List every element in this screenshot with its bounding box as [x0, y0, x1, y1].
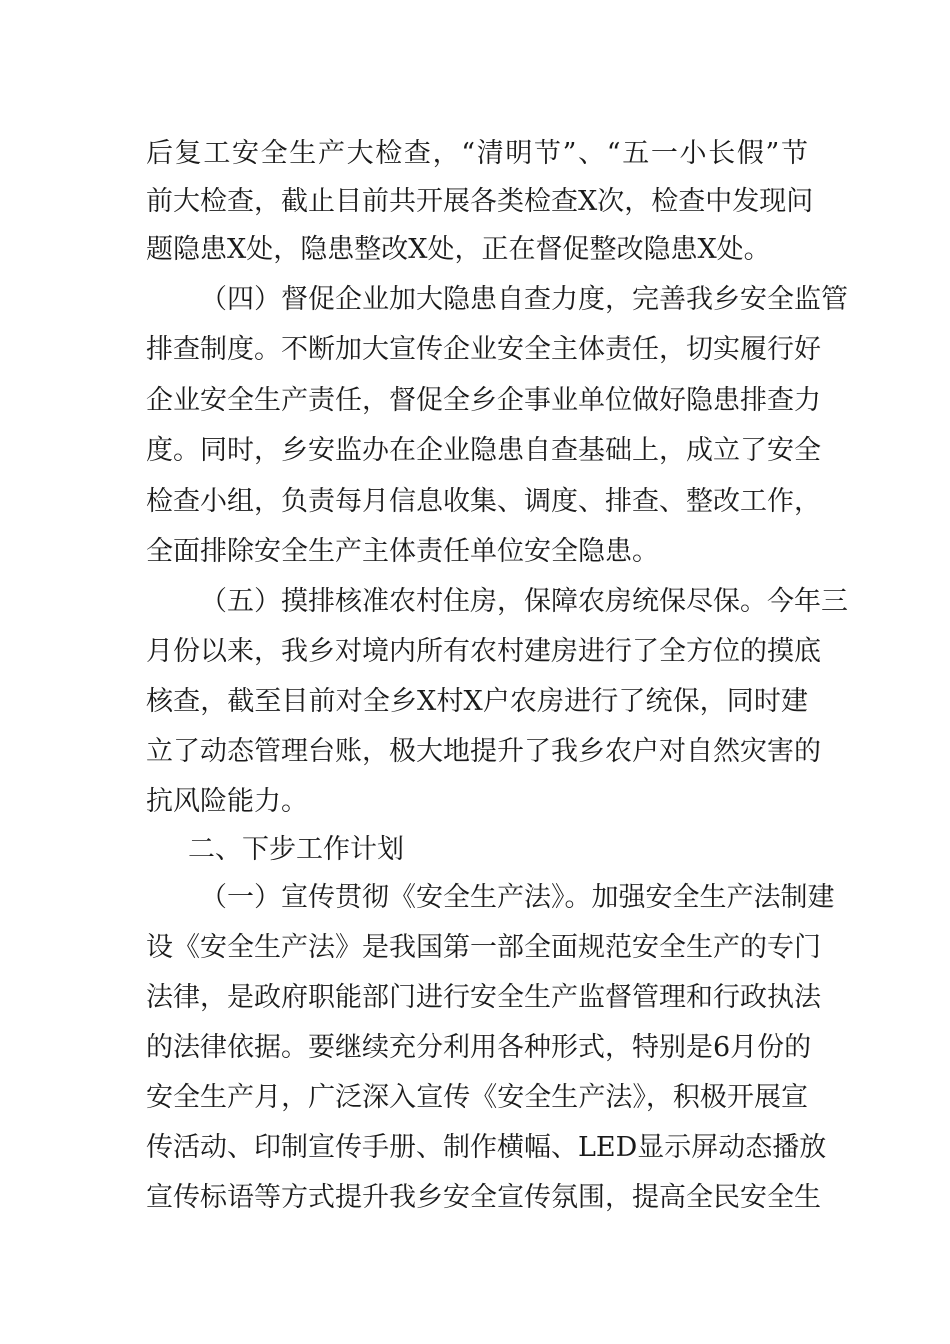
text-line: 抗风险能力。: [146, 786, 308, 817]
text-line: 前大检查，截止目前共开展各类检查X次，检查中发现问: [146, 186, 814, 217]
text-line: 企业安全生产责任，督促全乡企事业单位做好隐患排查力: [146, 385, 821, 416]
paragraph-heading-4: （四）督促企业加大隐患自查力度，完善我乡安全监管: [200, 284, 848, 315]
text-line: 全面排除安全生产主体责任单位安全隐患。: [146, 536, 659, 567]
text-line: 度。同时，乡安监办在企业隐患自查基础上，成立了安全: [146, 435, 821, 466]
paragraph-heading-1: （一）宣传贯彻《安全生产法》。加强安全生产法制建: [200, 882, 835, 913]
section-heading: 二、下步工作计划: [188, 834, 404, 865]
text-line: 核查，截至目前对全乡X村X户农房进行了统保，同时建: [146, 686, 808, 717]
text-line: 宣传标语等方式提升我乡安全宣传氛围，提高全民安全生: [146, 1182, 821, 1213]
text-line: 后复工安全生产大检查，“清明节”、“五一小长假”节: [146, 138, 808, 169]
text-line: 立了动态管理台账，极大地提升了我乡农户对自然灾害的: [146, 736, 821, 767]
text-line: 月份以来，我乡对境内所有农村建房进行了全方位的摸底: [146, 636, 821, 667]
text-line: 题隐患X处，隐患整改X处，正在督促整改隐患X处。: [146, 234, 771, 265]
text-line: 设《安全生产法》是我国第一部全面规范安全生产的专门: [146, 932, 821, 963]
text-line: 排查制度。不断加大宣传企业安全主体责任，切实履行好: [146, 334, 821, 365]
text-line: 安全生产月，广泛深入宣传《安全生产法》，积极开展宣: [146, 1082, 808, 1113]
text-line: 法律，是政府职能部门进行安全生产监督管理和行政执法: [146, 982, 821, 1013]
text-line: 检查小组，负责每月信息收集、调度、排查、整改工作，: [146, 486, 821, 517]
text-line: 的法律依据。要继续充分利用各种形式，特别是6月份的: [146, 1032, 812, 1063]
paragraph-heading-5: （五）摸排核准农村住房，保障农房统保尽保。今年三: [200, 586, 848, 617]
text-line: 传活动、印制宣传手册、制作横幅、LED显示屏动态播放: [146, 1132, 827, 1163]
